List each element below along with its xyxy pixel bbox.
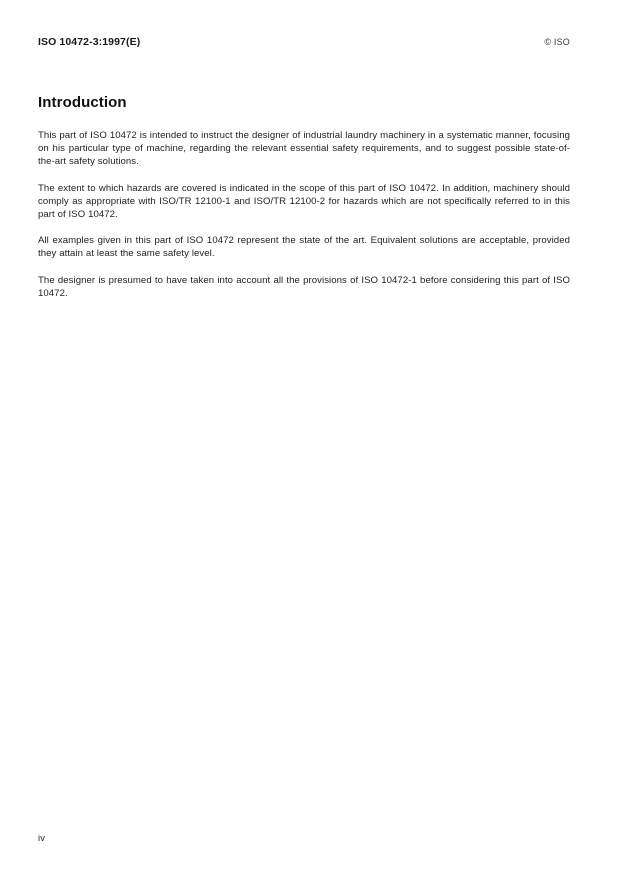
copyright-notice: © ISO <box>544 37 570 47</box>
body-paragraph: All examples given in this part of ISO 10472 represent the state of the art. Equivalent solutions are acceptable, provided they attain at least the same safety level. <box>38 235 570 260</box>
standard-reference: ISO 10472-3:1997(E) <box>38 36 141 48</box>
body-paragraph: This part of ISO 10472 is intended to instruct the designer of industrial laundry machinery in a systematic manner, focusing on his particular type of machine, regarding the relevant essential safety requirements, and to suggest possible state-of-the-art safety solutions. <box>38 130 570 168</box>
introduction-section <box>38 94 570 300</box>
page-title: Introduction <box>38 94 127 111</box>
page-number: iv <box>38 833 46 844</box>
body-paragraph: The designer is presumed to have taken into account all the provisions of ISO 10472-1 before considering this part of ISO 10472. <box>38 274 570 299</box>
page-header <box>38 36 570 52</box>
body-paragraph: The extent to which hazards are covered is indicated in the scope of this part of ISO 10472. In addition, machinery should comply as appropriate with ISO/TR 12100-1 and ISO/TR 12100-2 for hazards which are not specifically referred to in this part of ISO 10472. <box>38 182 570 221</box>
